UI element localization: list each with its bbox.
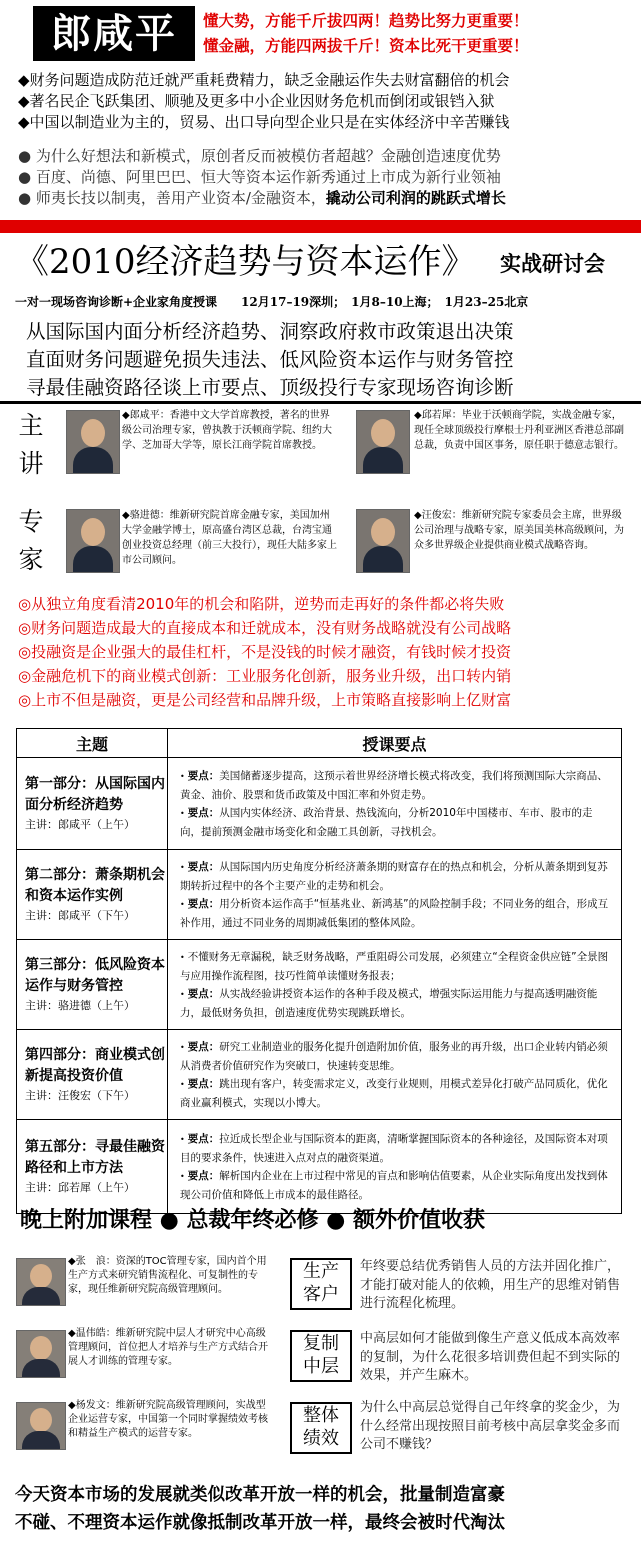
evening-speaker-bio: ◆杨发文：维新研究院高级管理顾问，实战型企业运营专家，中国第一个同时掌握绩效考核和精益生产模式的运营专家。: [68, 1400, 268, 1439]
point-label: 要点：: [187, 1077, 220, 1090]
speaker-photo: [16, 1258, 66, 1306]
table-row: [17, 850, 622, 940]
topic-box-line: 客户: [303, 1284, 339, 1305]
topic-box: [290, 1330, 352, 1382]
intro-bullet: ● 百度、尚德、阿里巴巴、恒大等资本运作新秀通过上市成为新行业领袖: [18, 168, 501, 186]
speaker-photo: [66, 509, 120, 573]
speaker-photo: [16, 1330, 66, 1378]
part-title: 第二部分：萧条期机会和资本运作实例: [25, 866, 165, 904]
point-label: 要点：: [187, 987, 220, 1000]
seminar-title: 《2010经济趋势与资本运作》: [15, 242, 476, 282]
topic-box-line: 中层: [303, 1356, 339, 1377]
points-cell: • 不懂财务无章漏税，缺乏财务战略，严重阻碍公司发展，必须建立“全程资金供应链”全景图与应用操作流程图，技巧性简单读懂财务报表； • 要点：从实战经验讲授资本运作的各种手段及模式，增强实际运用能力与提高透明融资能力，最低财务负担，创造速度优势实现跳跃增长。: [168, 940, 622, 1030]
table-header-row: [17, 729, 622, 758]
speaker-photo: [66, 410, 120, 474]
speaker-bio: ◆骆进德：维新研究院首席金融专家，美国加州大学金融学博士，原高盛台湾区总裁，台湾宝通创业投资总经理（前三大投行），现任大陆多家上市公司顾问。: [122, 510, 337, 566]
part-title: 第一部分：从国际国内面分析经济趋势: [25, 775, 165, 813]
point-text: 从国内实体经济、政治背景、热钱流向，分析2010年中国楼市、车市、股市的走向，提前预测金融市场变化和金融工具创新，寻找机会。: [180, 806, 593, 838]
speakers-heading-char: 讲: [18, 449, 44, 478]
topic-description: 中高层如何才能做到像生产意义低成本高效率的复制，为什么花很多培训费但起不到实际的效果，并产生麻木。: [360, 1331, 621, 1383]
topic-line: 从国际国内面分析经济趋势、洞察政府救市政策退出决策: [26, 320, 514, 343]
highlight-point: ◎投融资是企业强大的最佳杠杆，不是没钱的时候才融资，有钱时候才投资: [18, 643, 512, 661]
point-text: 解析国内企业在上市过程中常见的盲点和影响估值要素，从企业实际角度出发找到体现公司价值和降低上市成本的最佳路径。: [180, 1169, 608, 1201]
section-divider: [0, 401, 641, 404]
highlight-point: ◎上市不但是融资，更是公司经营和品牌升级，上市策略直接影响上亿财富: [18, 691, 512, 709]
point-label: 要点：: [187, 769, 220, 782]
speakers-heading-char: 专: [18, 507, 44, 536]
speaker-photo: [16, 1402, 66, 1450]
topic-box-line: 生产: [303, 1261, 339, 1282]
point-text: 不懂财务无章漏税，缺乏财务战略，严重阻碍公司发展，必须建立“全程资金供应链”全景图与应用操作流程图，技巧性简单读懂财务报表；: [180, 950, 609, 982]
highlight-point: ◎从独立角度看清2010年的机会和陷阱，逆势而走再好的条件都必将失败: [18, 595, 505, 613]
point-label: 要点：: [187, 1169, 220, 1182]
speakers-heading-char: 家: [18, 545, 44, 574]
closing-line: 不碰、不理资本运作就像抵制改革开放一样，最终会被时代淘汰: [15, 1513, 505, 1533]
part-lecturer: 主讲：邱若犀（上午）: [25, 1180, 135, 1194]
point-text: 研究工业制造业的服务化提升创造附加价值，服务业的再升级，出口企业转内销必须从消费者价值研究作为突破口，快速转变思维。: [180, 1040, 608, 1072]
part-lecturer: 主讲：郎咸平（下午）: [25, 908, 135, 922]
intro-bullet: [18, 188, 633, 209]
point-text: 拉近成长型企业与国际资本的距离，清晰掌握国际资本的各种途径，及国际资本对项目的要求条件，快速进入点对点的融资渠道。: [180, 1132, 608, 1164]
table-row: [17, 1030, 622, 1120]
topic-line: 寻最佳融资路径谈上市要点、顶级投行专家现场咨询诊断: [26, 376, 514, 399]
highlight-point: ◎财务问题造成最大的直接成本和迁就成本，没有财务战略就没有公司战略: [18, 619, 512, 637]
speaker-bio: ◆汪俊宏：维新研究院专家委员会主席，世界级公司治理与战略专家，原美国美林高级顾问，为众多世界级企业提供商业模式战略咨询。: [414, 510, 624, 551]
table-row: [17, 1120, 622, 1214]
seminar-subtitle: 实战研讨会: [500, 252, 605, 276]
table-row: [17, 940, 622, 1030]
part-cell: [17, 940, 168, 1030]
bullet-text: ● 师夷长技以制夷，善用产业资本/金融资本，: [18, 189, 326, 207]
header-topic: 主题: [17, 729, 168, 758]
speaker-photo: [356, 410, 410, 474]
speaker-bio: ◆邱若犀：毕业于沃顿商学院，实战金融专家，现任全球顶级投行摩根士丹利亚洲区香港总部副总裁，负责中国区事务，原任职于德意志银行。: [414, 410, 624, 451]
table-row: [17, 758, 622, 850]
evening-speaker-bio: ◆温伟皓：维新研究院中层人才研究中心高级管理顾问，首位把人才培养与生产方式结合开展人才训练的管理专家。: [68, 1328, 268, 1367]
intro-bullet: ● 为什么好想法和新模式，原创者反而被模仿者超越？金融创造速度优势: [18, 147, 501, 165]
part-cell: [17, 1030, 168, 1120]
point-text: 用分析资本运作高手“恒基兆业、新鸿基”的风险控制手段；不同业务的组合，形成互补作用，通过不同业务的周期减低集团的整体风险。: [180, 897, 609, 929]
topic-box-line: 复制: [303, 1333, 339, 1354]
evening-speaker-bio: ◆张 浪：资深的TOC管理专家，国内首个用生产方式来研究销售流程化、可复制性的专家，现任维新研究院高级管理顾问。: [68, 1256, 267, 1295]
speaker-photo: [356, 509, 410, 573]
point-text: 跳出现有客户，转变需求定义，改变行业规则，用模式差异化打破产品同质化，优化商业赢利模式，实现以小博大。: [180, 1077, 608, 1109]
part-title: 第四部分：商业模式创新提高投资价值: [25, 1046, 165, 1084]
point-label: 要点：: [187, 1040, 220, 1053]
point-text: 从实战经验讲授资本运作的各种手段及模式，增强实际运用能力与提高透明融资能力，最低财务负担，创造速度优势实现跳跃增长。: [180, 987, 598, 1019]
bullet-emphasis: 撬动公司利润的跳跃式增长: [325, 189, 506, 207]
point-label: 要点：: [187, 860, 220, 873]
speaker-name-banner: 郎咸平: [33, 6, 195, 61]
speaker-bio: ◆郎咸平：香港中文大学首席教授，著名的世界级公司治理专家，曾执教于沃顿商学院、纽约大学、芝加哥大学等，原长江商学院首席教授。: [122, 410, 332, 451]
evening-courses-heading: 晚上附加课程 ● 总裁年终必修 ● 额外价值收获: [20, 1208, 486, 1233]
part-title: 第五部分：寻最佳融资路径和上市方法: [25, 1138, 165, 1176]
topic-box: [290, 1402, 352, 1454]
speakers-heading-char: 主: [18, 411, 44, 440]
course-table: [16, 728, 622, 1214]
part-cell: [17, 758, 168, 850]
topic-description: 为什么中高层总觉得自己年终拿的奖金少，为什么经常出现按照目前考核中高层拿奖金多而公司不赚钱？: [360, 1400, 621, 1452]
topic-line: 直面财务问题避免损失违法、低风险资本运作与财务管控: [26, 348, 514, 371]
intro-bullet: ◆著名民企飞跃集团、顺驰及更多中小企业因财务危机而倒闭或银铛入狱: [18, 92, 495, 110]
red-divider-bar: [0, 220, 641, 233]
schedule-line: 一对一现场咨询诊断+企业家角度授课 12月17–19深圳； 1月8–10上海； 1月23–25北京: [15, 295, 529, 309]
point-label: 要点：: [187, 806, 220, 819]
part-lecturer: 主讲：汪俊宏（下午）: [25, 1088, 135, 1102]
point-label: 要点：: [187, 897, 220, 910]
points-cell: • 要点：美国储蓄逐步提高，这预示着世界经济增长模式将改变，我们将预测国际大宗商品、黄金、油价、股票和货币政策及中国汇率和外贸走势。 • 要点：从国内实体经济、政治背景、热钱流向，分析2010年中国楼市、车市、股市的走向，提前预测金融市场变化和金融工具创新，寻找机会。: [168, 758, 622, 850]
slogan-line: 懂金融，方能四两拔千斤！资本比死干更重要！: [203, 37, 529, 55]
points-cell: • 要点：拉近成长型企业与国际资本的距离，清晰掌握国际资本的各种途径，及国际资本对项目的要求条件，快速进入点对点的融资渠道。 • 要点：解析国内企业在上市过程中常见的盲点和影响估值要素，从企业实际角度出发找到体现公司价值和降低上市成本的最佳路径。: [168, 1120, 622, 1214]
point-text: 美国储蓄逐步提高，这预示着世界经济增长模式将改变，我们将预测国际大宗商品、黄金、油价、股票和货币政策及中国汇率和外贸走势。: [180, 769, 608, 801]
topic-description: 年终要总结优秀销售人员的方法并固化推广，才能打破对能人的依赖，用生产的思维对销售进行流程化梳理。: [360, 1259, 621, 1311]
topic-box: [290, 1258, 352, 1310]
part-cell: [17, 850, 168, 940]
part-lecturer: 主讲：骆进德（上午）: [25, 998, 135, 1012]
closing-line: 今天资本市场的发展就类似改革开放一样的机会，批量制造富豪: [15, 1485, 505, 1505]
points-cell: • 要点：从国际国内历史角度分析经济萧条期的财富存在的热点和机会，分析从萧条期到复苏期转折过程中的各个主要产业的走势和机会。 • 要点：用分析资本运作高手“恒基兆业、新鸿基”的风险控制手段；不同业务的组合，形成互补作用，通过不同业务的周期减低集团的整体风险。: [168, 850, 622, 940]
part-cell: [17, 1120, 168, 1214]
intro-bullet: ◆财务问题造成防范迁就严重耗费精力，缺乏金融运作失去财富翻倍的机会: [18, 71, 510, 89]
part-lecturer: 主讲：郎咸平（上午）: [25, 817, 135, 831]
slogan-line: 懂大势，方能千斤拔四两！趋势比努力更重要！: [203, 12, 529, 30]
highlight-point: ◎金融危机下的商业模式创新：工业服务化创新，服务业升级，出口转内销: [18, 667, 512, 685]
point-text: 从国际国内历史角度分析经济萧条期的财富存在的热点和机会，分析从萧条期到复苏期转折过程中的各个主要产业的走势和机会。: [180, 860, 608, 892]
intro-bullet: ◆中国以制造业为主的，贸易、出口导向型企业只是在实体经济中辛苦赚钱: [18, 113, 510, 131]
point-label: 要点：: [187, 1132, 220, 1145]
points-cell: • 要点：研究工业制造业的服务化提升创造附加价值，服务业的再升级，出口企业转内销必须从消费者价值研究作为突破口，快速转变思维。 • 要点：跳出现有客户，转变需求定义，改变行业规则，用模式差异化打破产品同质化，优化商业赢利模式，实现以小博大。: [168, 1030, 622, 1120]
header-points: 授课要点: [168, 729, 622, 758]
topic-box-line: 整体: [303, 1405, 339, 1426]
topic-box-line: 绩效: [303, 1428, 339, 1449]
part-title: 第三部分：低风险资本运作与财务管控: [25, 956, 165, 994]
